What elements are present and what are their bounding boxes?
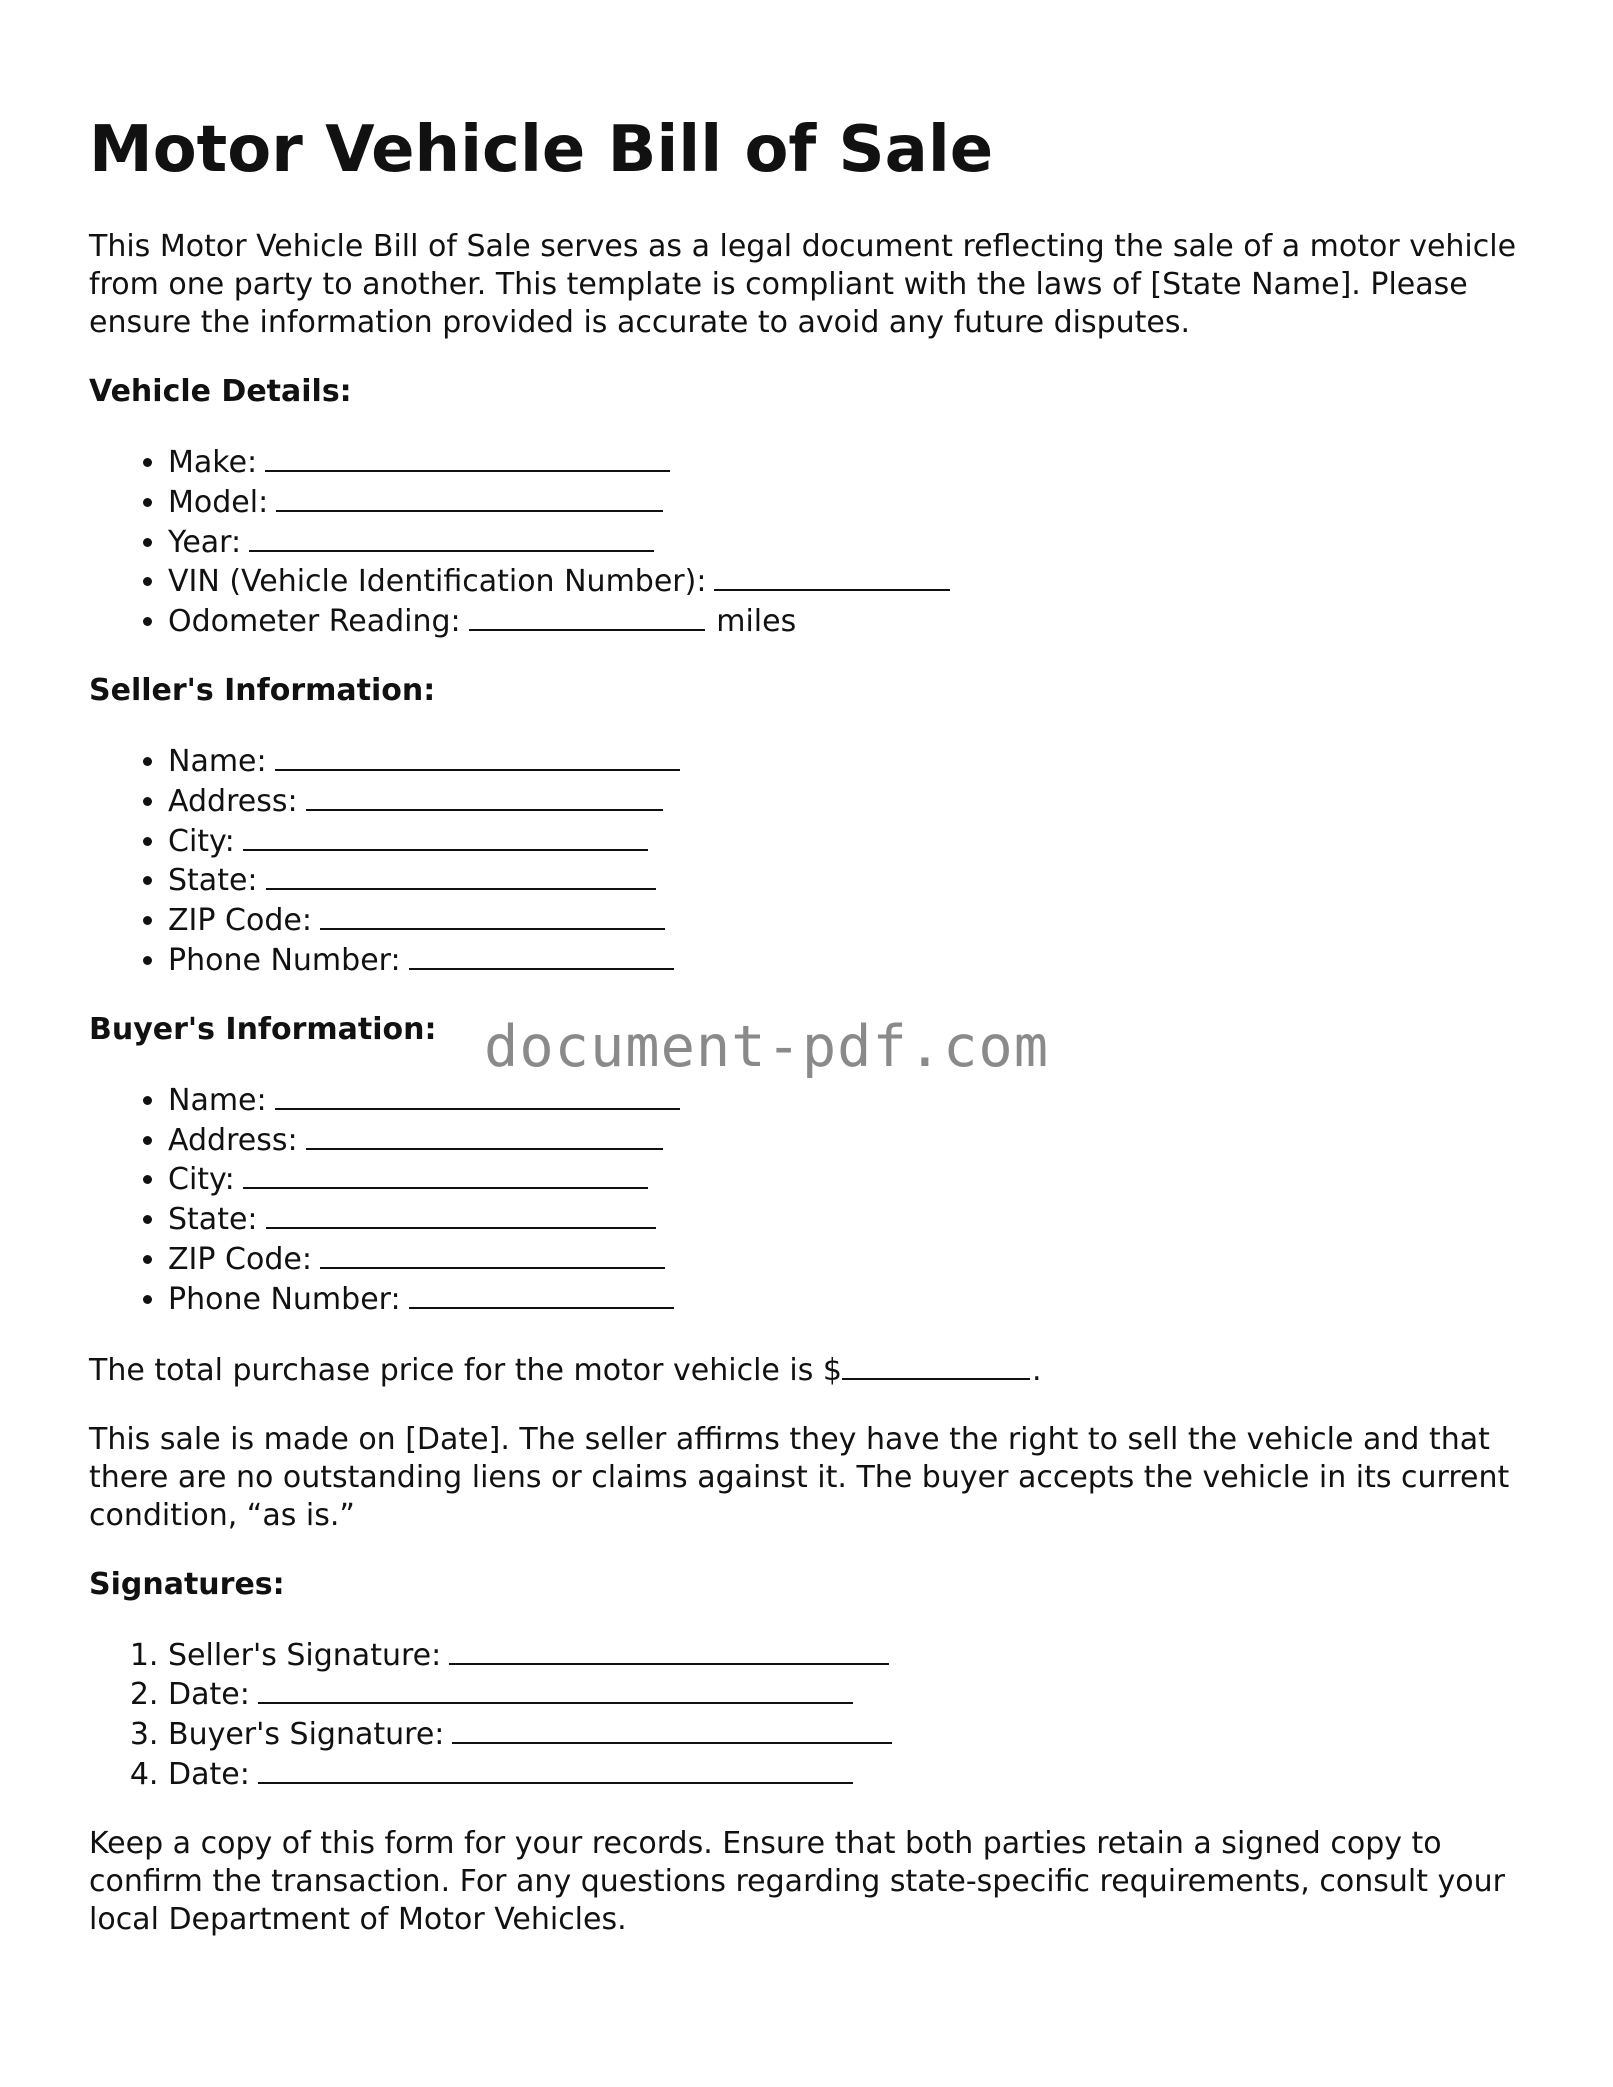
vehicle-details-heading: Vehicle Details: [89, 374, 352, 409]
seller-city-label: City: [168, 823, 235, 859]
list-item [168, 860, 1549, 900]
year-field[interactable] [249, 522, 654, 552]
purchase-price-text: The total purchase price for the motor vehicle is $ [89, 1352, 843, 1388]
seller-address-label: Address: [168, 783, 298, 819]
page-title: Motor Vehicle Bill of Sale [89, 113, 994, 187]
seller-state-field[interactable] [266, 860, 656, 890]
watermark-text: document-pdf.com [484, 1014, 1050, 1080]
seller-zip-field[interactable] [320, 900, 665, 930]
list-item [168, 1239, 1549, 1279]
signatures-list [89, 1635, 1549, 1794]
buyer-signature-field[interactable] [452, 1714, 892, 1744]
purchase-price-end: . [1032, 1352, 1042, 1388]
closing-paragraph: Keep a copy of this form for your records. Ensure that both parties retain a signed copy to confirm the transaction. For any questions regarding state-specific requirements, consult your local Department of Motor Vehicles. [89, 1825, 1505, 1937]
buyer-name-label: Name: [168, 1082, 267, 1118]
seller-name-field[interactable] [275, 741, 680, 771]
list-item [168, 1754, 1549, 1794]
buyer-address-label: Address: [168, 1122, 298, 1158]
vin-field[interactable] [714, 561, 950, 591]
buyer-state-field[interactable] [266, 1199, 656, 1229]
buyer-zip-label: ZIP Code: [168, 1241, 312, 1277]
list-item [168, 1635, 1549, 1675]
list-item [168, 522, 1549, 562]
list-item [168, 1279, 1549, 1319]
intro-paragraph: This Motor Vehicle Bill of Sale serves as a legal document reflecting the sale of a motor vehicle from one party to another. This template is compliant with the laws of [State Name]. Please ensure the information provided is accurate to avoid any future disputes. [89, 229, 1517, 340]
seller-city-field[interactable] [243, 821, 648, 851]
buyer-signature-label: Buyer's Signature: [168, 1717, 445, 1753]
seller-signature-field[interactable] [449, 1635, 889, 1665]
buyer-city-field[interactable] [243, 1159, 648, 1189]
seller-state-label: State: [168, 863, 258, 899]
seller-phone-label: Phone Number: [168, 942, 401, 978]
seller-date-field[interactable] [258, 1674, 853, 1704]
list-item [168, 900, 1549, 940]
buyer-zip-field[interactable] [320, 1239, 665, 1269]
list-item [168, 1674, 1549, 1714]
list-item [168, 940, 1549, 980]
list-item [168, 741, 1549, 781]
list-item [168, 1080, 1549, 1120]
buyer-address-field[interactable] [306, 1120, 663, 1150]
year-label: Year: [168, 524, 242, 560]
list-item [168, 482, 1549, 522]
odometer-field[interactable] [469, 601, 705, 631]
purchase-price-paragraph [89, 1350, 1549, 1390]
vin-label: VIN (Vehicle Identification Number): [168, 564, 707, 600]
terms-paragraph: This sale is made on [Date]. The seller affirms they have the right to sell the vehicle and that there are no outstanding liens or claims against it. The buyer accepts the vehicle in its current condition, “as is.” [89, 1421, 1510, 1533]
list-item [168, 561, 1549, 601]
vehicle-details-list [89, 442, 1549, 641]
buyer-date-label: Date: [168, 1756, 250, 1792]
buyer-phone-label: Phone Number: [168, 1281, 401, 1317]
purchase-price-field[interactable] [842, 1350, 1030, 1380]
model-field[interactable] [276, 482, 663, 512]
odometer-unit: miles [716, 604, 797, 640]
seller-phone-field[interactable] [409, 940, 674, 970]
odometer-label: Odometer Reading: [168, 604, 461, 640]
list-item [168, 781, 1549, 821]
list-item [168, 601, 1549, 641]
list-item [168, 1120, 1549, 1160]
seller-zip-label: ZIP Code: [168, 903, 312, 939]
make-field[interactable] [265, 442, 670, 472]
model-label: Model: [168, 484, 269, 520]
seller-address-field[interactable] [306, 781, 663, 811]
list-item [168, 1714, 1549, 1754]
list-item [168, 442, 1549, 482]
signatures-heading: Signatures: [89, 1566, 285, 1602]
list-item [168, 1199, 1549, 1239]
seller-info-list [89, 741, 1549, 980]
seller-date-label: Date: [168, 1677, 250, 1713]
list-item [168, 1159, 1549, 1199]
buyer-city-label: City: [168, 1162, 235, 1198]
buyer-info-heading: Buyer's Information: [89, 1011, 437, 1047]
seller-info-heading: Seller's Information: [89, 672, 436, 708]
seller-name-label: Name: [168, 743, 267, 779]
buyer-info-list [89, 1080, 1549, 1319]
buyer-date-field[interactable] [258, 1754, 853, 1784]
buyer-state-label: State: [168, 1202, 258, 1238]
buyer-phone-field[interactable] [409, 1279, 674, 1309]
make-label: Make: [168, 445, 258, 480]
buyer-name-field[interactable] [275, 1080, 680, 1110]
list-item [168, 821, 1549, 861]
seller-signature-label: Seller's Signature: [168, 1637, 442, 1673]
